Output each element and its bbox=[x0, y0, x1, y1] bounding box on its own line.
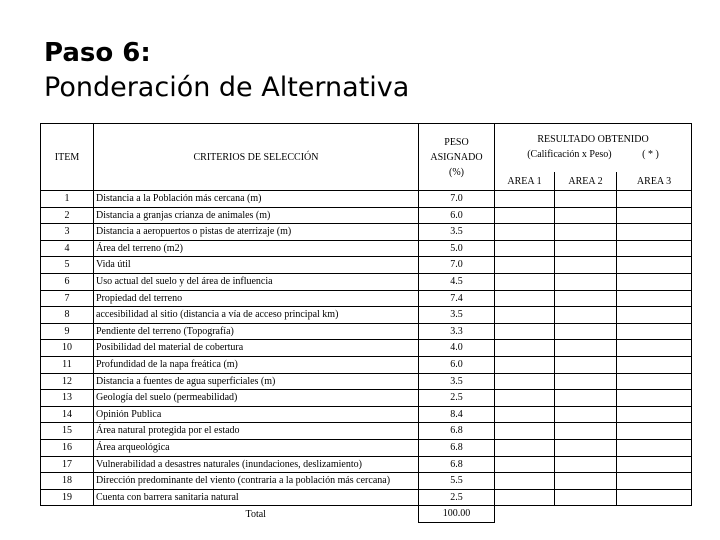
row-criterio: Cuenta con barrera sanitaria natural bbox=[94, 489, 419, 506]
header-item: ITEM bbox=[41, 124, 94, 191]
header-resultado-line2 bbox=[495, 147, 691, 162]
row-area1 bbox=[495, 423, 555, 440]
weighting-table bbox=[40, 123, 692, 523]
row-item: 7 bbox=[41, 290, 94, 307]
row-area2 bbox=[555, 191, 617, 208]
row-criterio: Opinión Publica bbox=[94, 406, 419, 423]
row-area1 bbox=[495, 240, 555, 257]
row-criterio: Distancia a granjas crianza de animales (m) bbox=[94, 207, 419, 224]
row-item: 2 bbox=[41, 207, 94, 224]
row-area3 bbox=[617, 423, 692, 440]
row-criterio: Vida útil bbox=[94, 257, 419, 274]
row-peso: 6.0 bbox=[419, 207, 495, 224]
table-row bbox=[41, 406, 692, 423]
row-area3 bbox=[617, 273, 692, 290]
row-area3 bbox=[617, 356, 692, 373]
row-area1 bbox=[495, 191, 555, 208]
row-peso: 7.0 bbox=[419, 191, 495, 208]
row-area3 bbox=[617, 489, 692, 506]
header-peso-line3: (%) bbox=[449, 166, 464, 178]
total-empty bbox=[555, 506, 617, 523]
row-peso: 4.5 bbox=[419, 273, 495, 290]
total-empty bbox=[495, 506, 555, 523]
row-criterio: accesibilidad al sitio (distancia a vía de acceso principal km) bbox=[94, 307, 419, 324]
row-area3 bbox=[617, 456, 692, 473]
header-resultado-line1: RESULTADO OBTENIDO bbox=[537, 134, 649, 145]
row-area1 bbox=[495, 356, 555, 373]
row-area2 bbox=[555, 207, 617, 224]
header-peso-line1: PESO bbox=[444, 136, 469, 148]
row-area3 bbox=[617, 224, 692, 241]
row-area2 bbox=[555, 473, 617, 490]
row-item: 12 bbox=[41, 373, 94, 390]
row-area1 bbox=[495, 257, 555, 274]
row-area1 bbox=[495, 456, 555, 473]
row-criterio: Área del terreno (m2) bbox=[94, 240, 419, 257]
row-peso: 6.8 bbox=[419, 456, 495, 473]
row-area2 bbox=[555, 307, 617, 324]
row-area1 bbox=[495, 207, 555, 224]
row-area3 bbox=[617, 340, 692, 357]
header-area3: AREA 3 bbox=[617, 172, 692, 191]
table-row bbox=[41, 323, 692, 340]
row-area3 bbox=[617, 373, 692, 390]
row-peso: 8.4 bbox=[419, 406, 495, 423]
row-area2 bbox=[555, 373, 617, 390]
row-peso: 3.5 bbox=[419, 373, 495, 390]
table-row bbox=[41, 224, 692, 241]
row-area1 bbox=[495, 373, 555, 390]
row-area2 bbox=[555, 406, 617, 423]
row-criterio: Distancia a fuentes de agua superficiales (m) bbox=[94, 373, 419, 390]
row-criterio: Vulnerabilidad a desastres naturales (inundaciones, deslizamiento) bbox=[94, 456, 419, 473]
row-area3 bbox=[617, 257, 692, 274]
row-area1 bbox=[495, 307, 555, 324]
table-row bbox=[41, 257, 692, 274]
row-criterio: Distancia a aeropuertos o pistas de aterrizaje (m) bbox=[94, 224, 419, 241]
table-row bbox=[41, 207, 692, 224]
row-area3 bbox=[617, 207, 692, 224]
table-row bbox=[41, 273, 692, 290]
header-resultado bbox=[495, 124, 692, 173]
row-item: 6 bbox=[41, 273, 94, 290]
total-blank bbox=[41, 506, 94, 523]
header-peso bbox=[419, 124, 495, 191]
row-area3 bbox=[617, 390, 692, 407]
header-area1: AREA 1 bbox=[495, 172, 555, 191]
row-peso: 6.8 bbox=[419, 423, 495, 440]
table-row bbox=[41, 489, 692, 506]
row-area1 bbox=[495, 489, 555, 506]
row-criterio: Posibilidad del material de cobertura bbox=[94, 340, 419, 357]
row-area1 bbox=[495, 390, 555, 407]
row-area1 bbox=[495, 224, 555, 241]
row-area2 bbox=[555, 356, 617, 373]
row-peso: 3.5 bbox=[419, 307, 495, 324]
row-area3 bbox=[617, 473, 692, 490]
row-area2 bbox=[555, 224, 617, 241]
row-area2 bbox=[555, 423, 617, 440]
row-peso: 4.0 bbox=[419, 340, 495, 357]
row-item: 1 bbox=[41, 191, 94, 208]
row-area1 bbox=[495, 273, 555, 290]
row-area2 bbox=[555, 240, 617, 257]
row-area1 bbox=[495, 406, 555, 423]
row-item: 14 bbox=[41, 406, 94, 423]
row-peso: 5.5 bbox=[419, 473, 495, 490]
row-peso: 2.5 bbox=[419, 489, 495, 506]
row-peso: 5.0 bbox=[419, 240, 495, 257]
row-area3 bbox=[617, 290, 692, 307]
row-item: 18 bbox=[41, 473, 94, 490]
row-area2 bbox=[555, 390, 617, 407]
row-criterio: Geología del suelo (permeabilidad) bbox=[94, 390, 419, 407]
row-item: 9 bbox=[41, 323, 94, 340]
row-item: 16 bbox=[41, 439, 94, 456]
row-item: 4 bbox=[41, 240, 94, 257]
row-area3 bbox=[617, 439, 692, 456]
row-criterio: Profundidad de la napa freática (m) bbox=[94, 356, 419, 373]
row-criterio: Uso actual del suelo y del área de influencia bbox=[94, 273, 419, 290]
row-item: 17 bbox=[41, 456, 94, 473]
header-resultado-formula: (Calificación x Peso) bbox=[527, 149, 612, 160]
row-area2 bbox=[555, 489, 617, 506]
row-peso: 6.0 bbox=[419, 356, 495, 373]
row-item: 15 bbox=[41, 423, 94, 440]
row-area3 bbox=[617, 406, 692, 423]
row-peso: 6.8 bbox=[419, 439, 495, 456]
total-row bbox=[41, 506, 692, 523]
row-item: 11 bbox=[41, 356, 94, 373]
row-area3 bbox=[617, 240, 692, 257]
row-area1 bbox=[495, 323, 555, 340]
row-area3 bbox=[617, 323, 692, 340]
row-area2 bbox=[555, 323, 617, 340]
table-row bbox=[41, 307, 692, 324]
row-item: 19 bbox=[41, 489, 94, 506]
header-peso-line2: ASIGNADO bbox=[430, 151, 483, 163]
row-criterio: Pendiente del terreno (Topografía) bbox=[94, 323, 419, 340]
total-value: 100.00 bbox=[419, 506, 495, 523]
row-area1 bbox=[495, 340, 555, 357]
row-area1 bbox=[495, 290, 555, 307]
table-row bbox=[41, 456, 692, 473]
total-empty bbox=[617, 506, 692, 523]
row-area2 bbox=[555, 456, 617, 473]
row-criterio: Distancia a la Población más cercana (m) bbox=[94, 191, 419, 208]
header-row bbox=[41, 124, 692, 173]
row-peso: 7.4 bbox=[419, 290, 495, 307]
row-criterio: Área arqueológica bbox=[94, 439, 419, 456]
table-row bbox=[41, 356, 692, 373]
row-area2 bbox=[555, 290, 617, 307]
row-area3 bbox=[617, 307, 692, 324]
table-row bbox=[41, 423, 692, 440]
table-row bbox=[41, 390, 692, 407]
row-criterio: Propiedad del terreno bbox=[94, 290, 419, 307]
table-row bbox=[41, 473, 692, 490]
row-peso: 3.3 bbox=[419, 323, 495, 340]
row-area3 bbox=[617, 191, 692, 208]
row-area1 bbox=[495, 473, 555, 490]
table-row bbox=[41, 439, 692, 456]
header-resultado-marker: ( * ) bbox=[642, 149, 659, 160]
title-subject: Ponderación de Alternativa bbox=[44, 72, 410, 103]
row-criterio: Área natural protegida por el estado bbox=[94, 423, 419, 440]
header-criterios: CRITERIOS DE SELECCIÓN bbox=[94, 124, 419, 191]
table-row bbox=[41, 240, 692, 257]
row-item: 10 bbox=[41, 340, 94, 357]
row-item: 3 bbox=[41, 224, 94, 241]
table-row bbox=[41, 191, 692, 208]
slide-title bbox=[44, 36, 409, 106]
row-area2 bbox=[555, 340, 617, 357]
row-criterio: Dirección predominante del viento (contraria a la población más cercana) bbox=[94, 473, 419, 490]
header-area2: AREA 2 bbox=[555, 172, 617, 191]
row-item: 13 bbox=[41, 390, 94, 407]
table-row bbox=[41, 373, 692, 390]
title-step: Paso 6: bbox=[44, 38, 151, 68]
table-row bbox=[41, 290, 692, 307]
total-label: Total bbox=[94, 506, 419, 523]
row-peso: 2.5 bbox=[419, 390, 495, 407]
row-area2 bbox=[555, 439, 617, 456]
table-row bbox=[41, 340, 692, 357]
row-peso: 7.0 bbox=[419, 257, 495, 274]
row-area2 bbox=[555, 257, 617, 274]
row-area2 bbox=[555, 273, 617, 290]
row-item: 8 bbox=[41, 307, 94, 324]
row-item: 5 bbox=[41, 257, 94, 274]
row-area1 bbox=[495, 439, 555, 456]
row-peso: 3.5 bbox=[419, 224, 495, 241]
